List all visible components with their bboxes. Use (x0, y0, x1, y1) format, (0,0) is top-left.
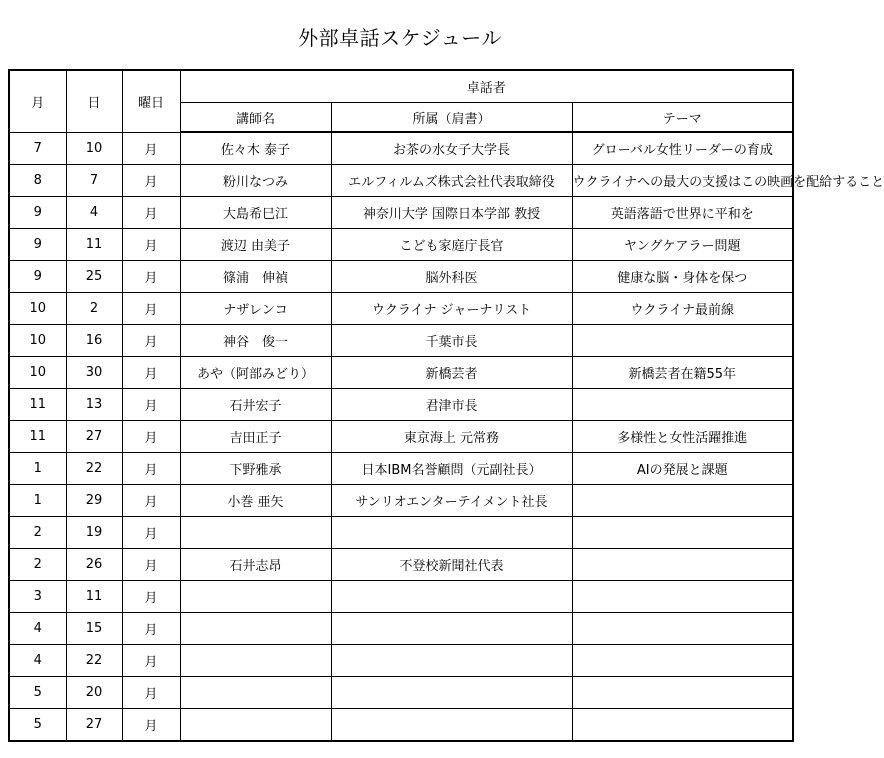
cell-theme (572, 709, 793, 742)
cell-month: 7 (9, 132, 66, 165)
cell-theme: ウクライナへの最大の支援はこの映画を配給すること (572, 165, 793, 197)
cell-theme: グローバル女性リーダーの育成 (572, 132, 793, 165)
cell-theme: 新橋芸者在籍55年 (572, 357, 793, 389)
cell-weekday: 月 (122, 261, 180, 293)
cell-theme (572, 613, 793, 645)
cell-speaker-name: 大島希巳江 (180, 197, 331, 229)
cell-weekday: 月 (122, 709, 180, 742)
table-row (9, 677, 793, 709)
cell-month: 3 (9, 581, 66, 613)
table-row (9, 357, 793, 389)
cell-theme (572, 325, 793, 357)
cell-affiliation (331, 645, 572, 677)
cell-affiliation: 神奈川大学 国際日本学部 教授 (331, 197, 572, 229)
cell-affiliation (331, 581, 572, 613)
cell-speaker-name (180, 709, 331, 742)
header-day: 日 (66, 70, 122, 132)
schedule-body (9, 132, 884, 741)
cell-month: 10 (9, 357, 66, 389)
table-row (9, 293, 793, 325)
cell-speaker-name: 粉川なつみ (180, 165, 331, 197)
cell-speaker-name: 神谷 俊一 (180, 325, 331, 357)
cell-speaker-name: 吉田正子 (180, 421, 331, 453)
cell-month: 9 (9, 197, 66, 229)
cell-weekday: 月 (122, 357, 180, 389)
cell-affiliation: 新橋芸者 (331, 357, 572, 389)
cell-month: 4 (9, 645, 66, 677)
cell-affiliation: 東京海上 元常務 (331, 421, 572, 453)
cell-month: 10 (9, 293, 66, 325)
cell-month: 9 (9, 261, 66, 293)
cell-weekday: 月 (122, 581, 180, 613)
cell-day: 22 (66, 645, 122, 677)
cell-speaker-name (180, 517, 331, 549)
cell-theme (572, 485, 793, 517)
cell-theme: ヤングケアラー問題 (572, 229, 793, 261)
cell-speaker-name: あや（阿部みどり） (180, 357, 331, 389)
cell-weekday: 月 (122, 549, 180, 581)
cell-month: 11 (9, 421, 66, 453)
cell-month: 1 (9, 485, 66, 517)
table-row (9, 549, 793, 581)
cell-month: 1 (9, 453, 66, 485)
cell-speaker-name: 下野雅承 (180, 453, 331, 485)
table-row (9, 709, 793, 742)
cell-speaker-name (180, 613, 331, 645)
cell-weekday: 月 (122, 421, 180, 453)
cell-speaker-name (180, 645, 331, 677)
cell-theme (572, 581, 793, 613)
cell-month: 5 (9, 709, 66, 742)
table-row (9, 581, 793, 613)
cell-speaker-name: 石井志昂 (180, 549, 331, 581)
table-row (9, 197, 793, 229)
cell-theme (572, 549, 793, 581)
header-weekday: 曜日 (122, 70, 180, 132)
cell-theme: AIの発展と課題 (572, 453, 793, 485)
cell-weekday: 月 (122, 485, 180, 517)
cell-month: 11 (9, 389, 66, 421)
cell-affiliation: サンリオエンターテイメント社長 (331, 485, 572, 517)
cell-day: 26 (66, 549, 122, 581)
cell-theme: 健康な脳・身体を保つ (572, 261, 793, 293)
cell-weekday: 月 (122, 677, 180, 709)
cell-speaker-name (180, 677, 331, 709)
cell-day: 27 (66, 709, 122, 742)
cell-day: 2 (66, 293, 122, 325)
cell-affiliation: 日本IBM名誉顧問（元副社長） (331, 453, 572, 485)
table-row (9, 645, 793, 677)
cell-affiliation: ウクライナ ジャーナリスト (331, 293, 572, 325)
cell-affiliation (331, 517, 572, 549)
cell-day: 11 (66, 581, 122, 613)
cell-speaker-name: 石井宏子 (180, 389, 331, 421)
cell-day: 25 (66, 261, 122, 293)
table-row (9, 261, 793, 293)
cell-weekday: 月 (122, 517, 180, 549)
cell-theme (572, 677, 793, 709)
cell-day: 15 (66, 613, 122, 645)
table-row (9, 517, 793, 549)
cell-speaker-name: 小巻 亜矢 (180, 485, 331, 517)
cell-month: 5 (9, 677, 66, 709)
cell-day: 27 (66, 421, 122, 453)
cell-speaker-name: 篠浦 伸禎 (180, 261, 331, 293)
cell-month: 10 (9, 325, 66, 357)
cell-day: 16 (66, 325, 122, 357)
cell-theme (572, 517, 793, 549)
cell-speaker-name (180, 581, 331, 613)
cell-speaker-name: 渡辺 由美子 (180, 229, 331, 261)
cell-month: 8 (9, 165, 66, 197)
cell-speaker-name: 佐々木 泰子 (180, 132, 331, 165)
table-row (9, 325, 793, 357)
cell-month: 2 (9, 517, 66, 549)
cell-day: 20 (66, 677, 122, 709)
cell-day: 22 (66, 453, 122, 485)
cell-day: 13 (66, 389, 122, 421)
cell-affiliation: こども家庭庁長官 (331, 229, 572, 261)
cell-weekday: 月 (122, 165, 180, 197)
cell-weekday: 月 (122, 229, 180, 261)
cell-theme (572, 389, 793, 421)
cell-weekday: 月 (122, 197, 180, 229)
cell-affiliation: 君津市長 (331, 389, 572, 421)
table-row (9, 485, 793, 517)
cell-day: 10 (66, 132, 122, 165)
page-title: 外部卓話スケジュール (298, 26, 502, 50)
header-speaker-group: 卓話者 (180, 70, 793, 103)
cell-weekday: 月 (122, 389, 180, 421)
cell-affiliation: 不登校新聞社代表 (331, 549, 572, 581)
cell-day: 29 (66, 485, 122, 517)
cell-weekday: 月 (122, 132, 180, 165)
table-row (9, 613, 793, 645)
cell-day: 11 (66, 229, 122, 261)
schedule-table (8, 69, 884, 742)
table-row (9, 229, 793, 261)
cell-affiliation (331, 709, 572, 742)
cell-month: 2 (9, 549, 66, 581)
cell-weekday: 月 (122, 453, 180, 485)
header-speaker-name: 講師名 (180, 103, 331, 133)
cell-affiliation: 千葉市長 (331, 325, 572, 357)
cell-speaker-name: ナザレンコ (180, 293, 331, 325)
cell-day: 19 (66, 517, 122, 549)
cell-day: 7 (66, 165, 122, 197)
cell-weekday: 月 (122, 293, 180, 325)
cell-weekday: 月 (122, 325, 180, 357)
cell-day: 4 (66, 197, 122, 229)
table-row (9, 389, 793, 421)
cell-weekday: 月 (122, 613, 180, 645)
cell-theme (572, 645, 793, 677)
header-theme: テーマ (572, 103, 793, 133)
cell-affiliation: エルフィルムズ株式会社代表取締役 (331, 165, 572, 197)
cell-affiliation (331, 613, 572, 645)
header-affiliation: 所属（肩書） (331, 103, 572, 133)
table-row (9, 132, 793, 165)
cell-day: 30 (66, 357, 122, 389)
table-row (9, 421, 793, 453)
cell-theme: 多様性と女性活躍推進 (572, 421, 793, 453)
table-row (9, 453, 793, 485)
header-month: 月 (9, 70, 66, 132)
cell-weekday: 月 (122, 645, 180, 677)
cell-affiliation: 脳外科医 (331, 261, 572, 293)
cell-month: 9 (9, 229, 66, 261)
table-row (9, 165, 793, 197)
cell-theme: 英語落語で世界に平和を (572, 197, 793, 229)
cell-affiliation: お茶の水女子大学長 (331, 132, 572, 165)
cell-affiliation (331, 677, 572, 709)
cell-month: 4 (9, 613, 66, 645)
cell-theme: ウクライナ最前線 (572, 293, 793, 325)
